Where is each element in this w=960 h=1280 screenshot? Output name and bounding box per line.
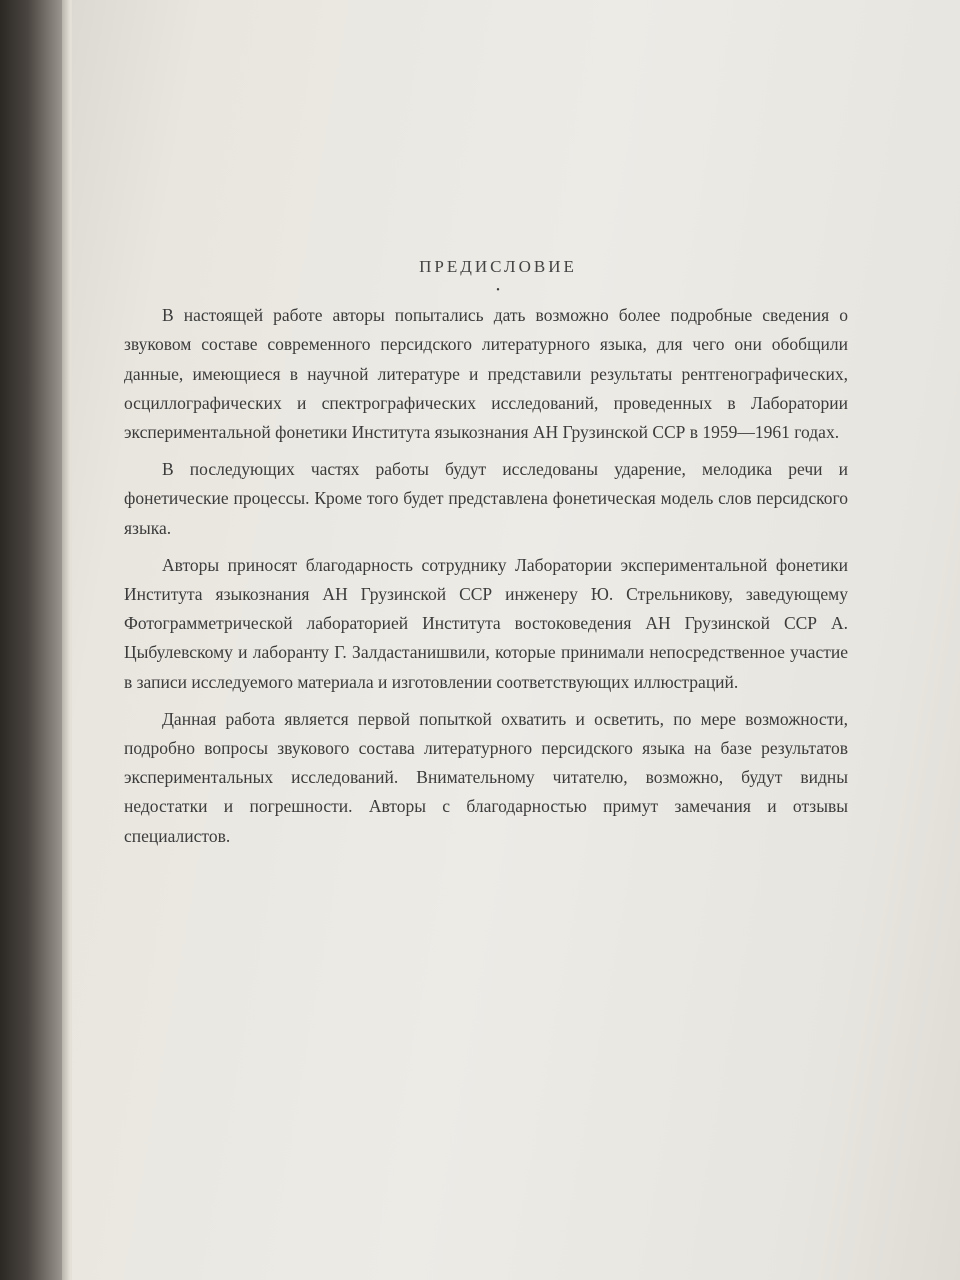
title-dot-mark: • [496, 285, 500, 297]
page-content [124, 252, 848, 859]
paragraph-1: В настоящей работе авторы попытались дать возможно более подробные сведения о звуковом составе современного персидского литературного языка, для чего они обобщили данные, имеющиеся в научной литературе и представили результаты рентгенографических, осциллографических и спектрографических исследований, проведенных в Лаборатории экспериментальной фонетики Института языкознания АН Грузинской ССР в 1959—1961 годах. [124, 305, 848, 443]
page-title: ПРЕДИСЛОВИЕ [419, 257, 577, 276]
paragraph-3: Авторы приносят благодарность сотруднику Лаборатории экспериментальной фонетики Института языкознания АН Грузинской ССР инженеру Ю. Стрельникову, заведующему Фотограмметрической лабораторией Института востоковедения АН Грузинской ССР А. Цыбулевскому и лаборанту Г. Залдастанишвили, которые принимали непосредственное участие в записи исследуемого материала и изготовлении соответствующих иллюстраций. [124, 554, 848, 692]
book-page [72, 0, 960, 1280]
paragraph-2: В последующих частях работы будут исследованы ударение, мелодика речи и фонетические процессы. Кроме того будет представлена фонетическая модель слов персидского языка. [124, 459, 848, 538]
paragraph-4: Данная работа является первой попыткой охватить и осветить, по мере возможности, подробно вопросы звукового состава литературного персидского языка на базе результатов экспериментальных исследований. Внимательному читателю, возможно, будут видны недостатки и погрешности. Авторы с благодарностью примут замечания и отзывы специалистов. [124, 708, 848, 846]
